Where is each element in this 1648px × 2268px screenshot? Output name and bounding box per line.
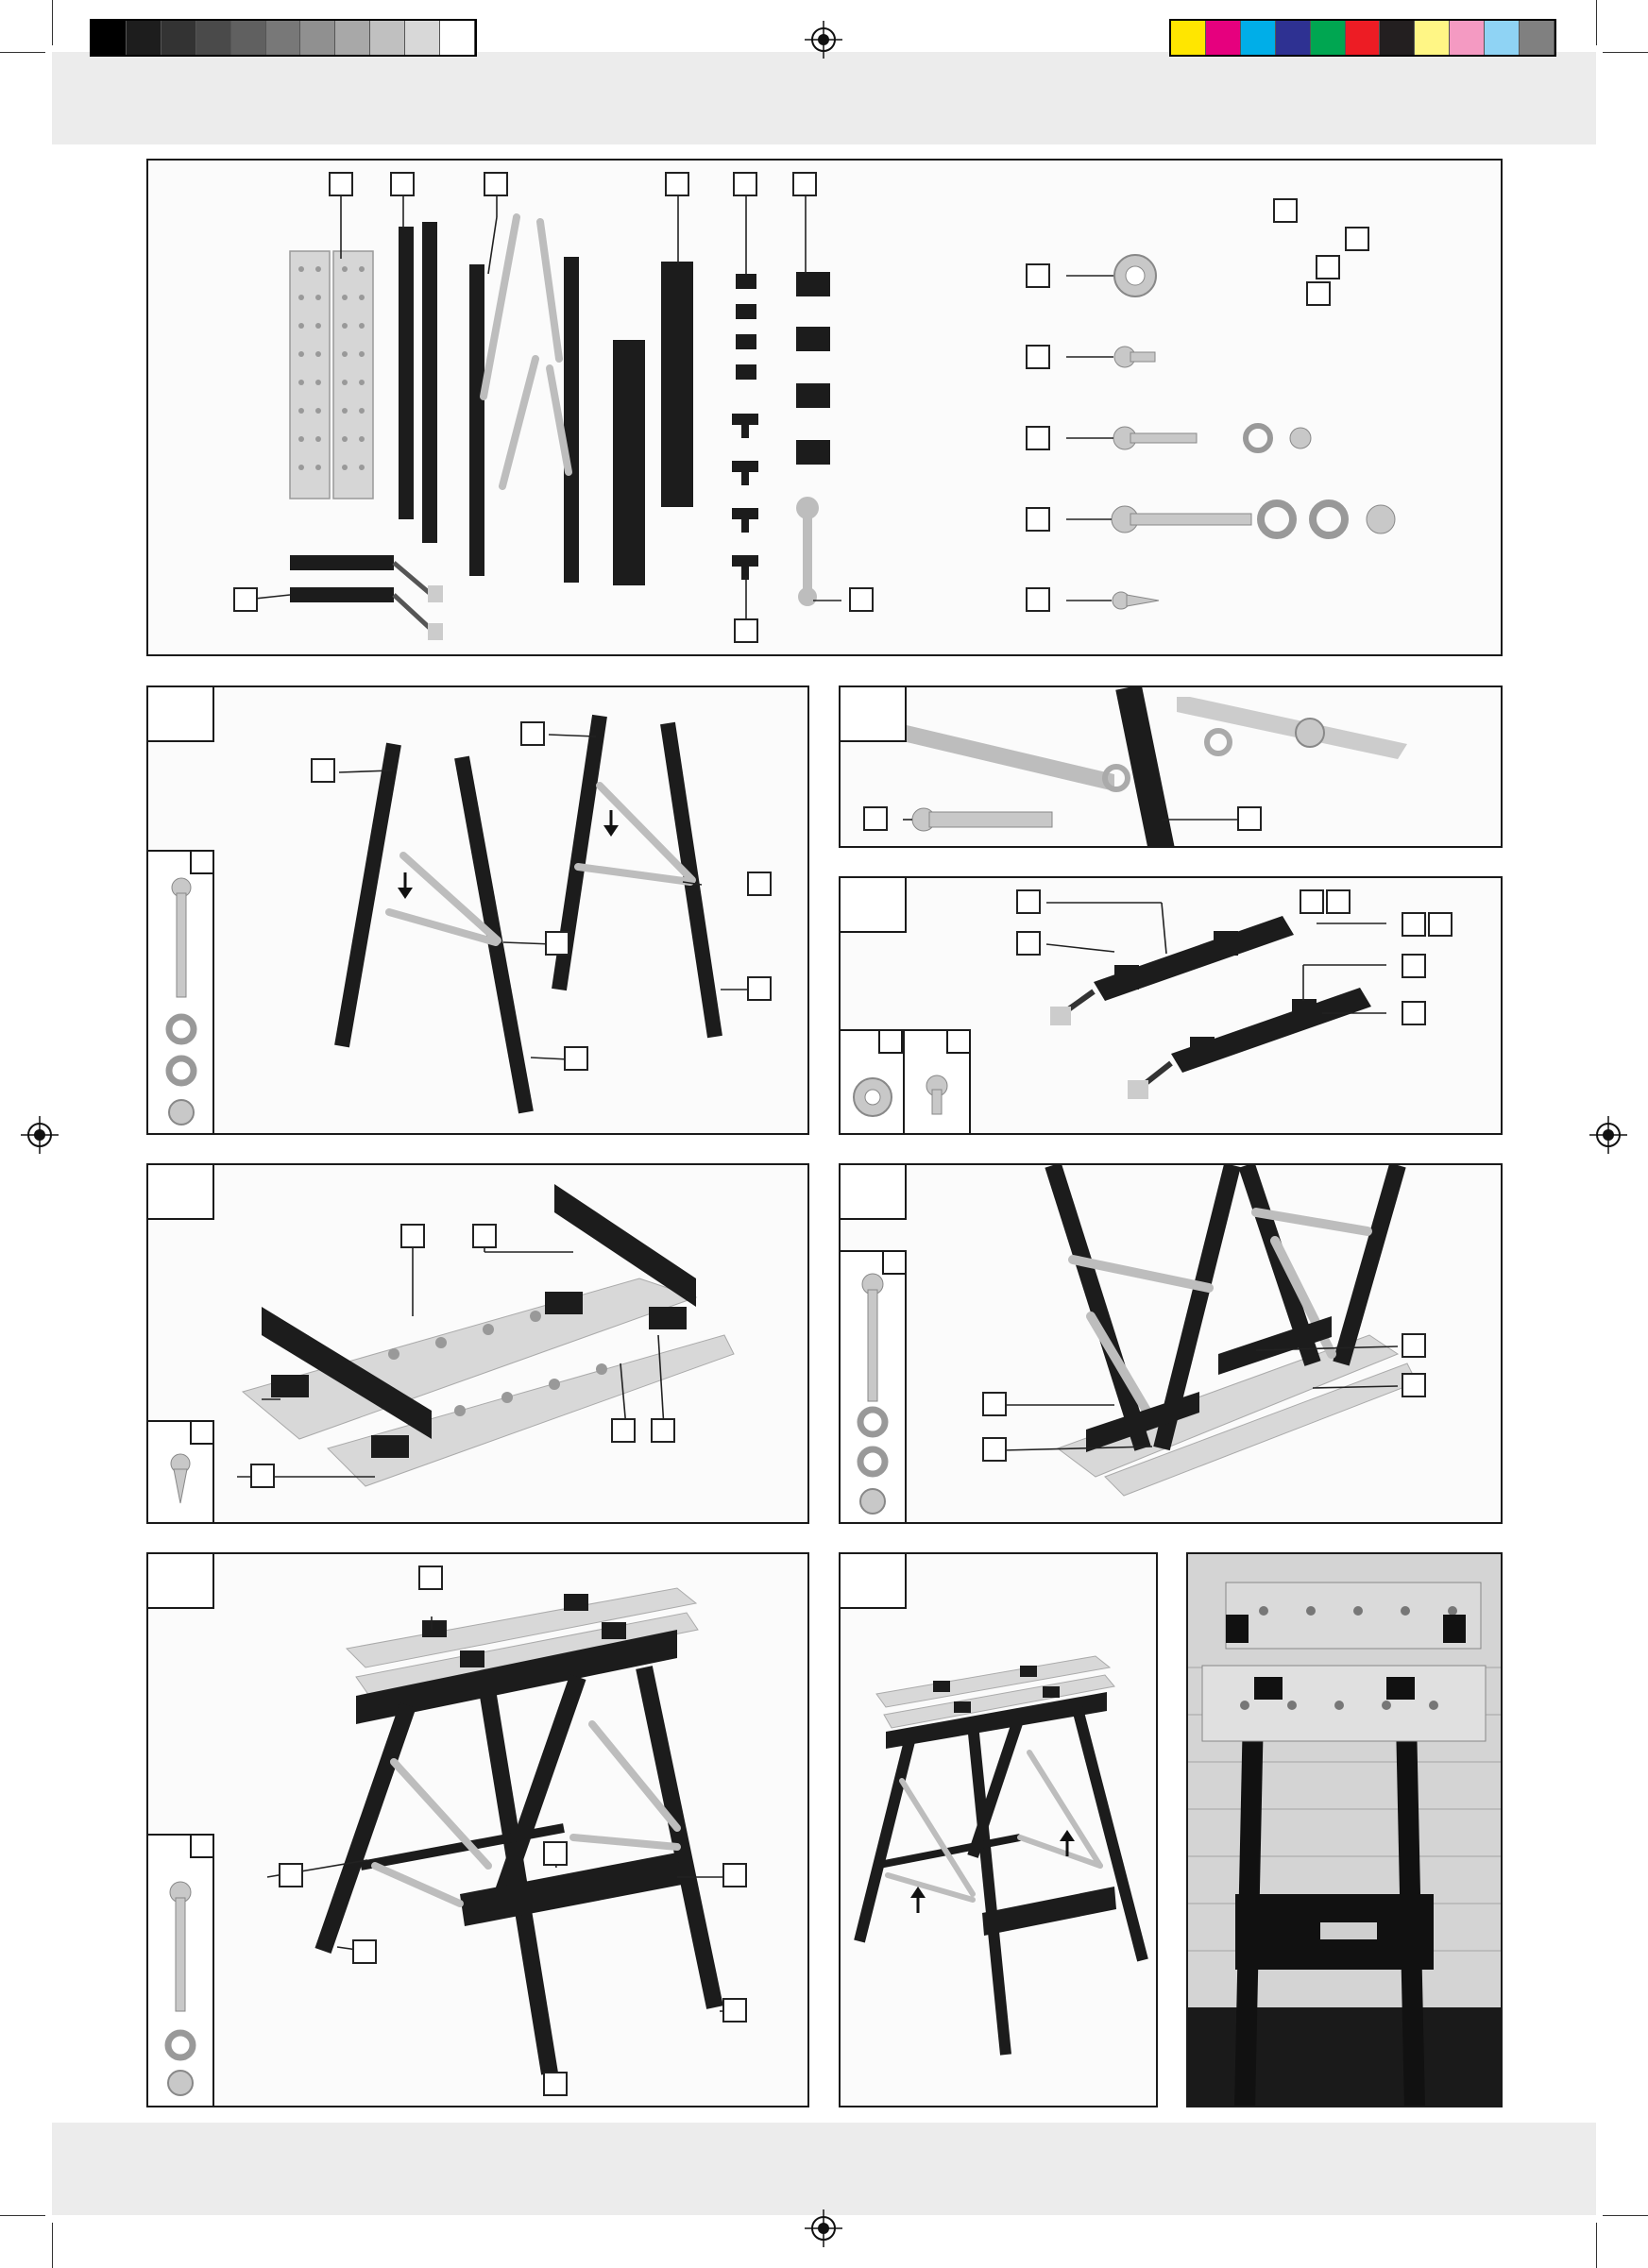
calibration-swatch: [1276, 21, 1311, 55]
callout-box: [611, 1418, 636, 1443]
callout-box: [311, 758, 335, 783]
calibration-swatch: [266, 21, 301, 55]
calibration-swatch: [231, 21, 266, 55]
bolt-short-icon: [1113, 426, 1311, 450]
calibration-swatch: [1241, 21, 1276, 55]
callout-box: [390, 172, 415, 196]
crop-mark: [1596, 0, 1597, 45]
arrow-icon: [398, 872, 413, 899]
calibration-swatch: [161, 21, 196, 55]
callout-box: [1237, 806, 1262, 831]
crop-mark: [0, 52, 45, 53]
calibration-swatch: [1171, 21, 1206, 55]
registration-mark-icon: [21, 1116, 59, 1154]
callout-box: [1026, 507, 1050, 532]
callout-box: [863, 806, 888, 831]
calibration-swatch: [1346, 21, 1381, 55]
callout-box: [1273, 198, 1298, 223]
calibration-swatch: [1415, 21, 1450, 55]
callout-box: [849, 587, 874, 612]
callout-box: [1345, 227, 1369, 251]
callout-box: [733, 172, 757, 196]
step-1-legs-figure: [146, 685, 809, 1135]
callout-box: [792, 172, 817, 196]
callout-box: [329, 172, 353, 196]
callout-box: [1402, 912, 1426, 937]
step-6-assembled-bench-figure: [146, 1552, 809, 2107]
callout-box: [1428, 912, 1453, 937]
calibration-swatch: [1206, 21, 1241, 55]
callout-box: [1402, 954, 1426, 978]
color-calibration-bar: [1169, 19, 1556, 57]
callout-box: [982, 1437, 1007, 1462]
registration-mark-icon: [1589, 1116, 1627, 1154]
hex-nut-icon: [1114, 255, 1156, 296]
calibration-swatch: [1311, 21, 1346, 55]
callout-box: [1026, 345, 1050, 369]
callout-box: [1016, 931, 1041, 956]
callout-box: [520, 721, 545, 746]
crop-mark: [1603, 2215, 1648, 2216]
step-3-clamp-bars-figure: [839, 876, 1503, 1135]
crop-mark: [52, 0, 53, 45]
callout-box: [352, 1939, 377, 1964]
callout-box: [651, 1418, 675, 1443]
calibration-swatch: [405, 21, 440, 55]
callout-box: [1300, 889, 1324, 914]
step-4-tabletop-figure: [146, 1163, 809, 1524]
callout-box: [1402, 1333, 1426, 1358]
callout-box: [545, 931, 569, 956]
step-8-folded-photo: [1186, 1552, 1503, 2107]
grayscale-calibration-bar: [90, 19, 477, 57]
calibration-swatch: [92, 21, 127, 55]
callout-box: [722, 1998, 747, 2023]
wrench-icon: [796, 497, 819, 606]
arrow-icon: [603, 810, 619, 837]
calibration-swatch: [1520, 21, 1555, 55]
callout-box: [543, 2072, 568, 2096]
calibration-swatch: [440, 21, 475, 55]
arrow-icon: [910, 1887, 926, 1913]
calibration-swatch: [335, 21, 370, 55]
callout-box: [1326, 889, 1351, 914]
callout-box: [734, 618, 758, 643]
step-5-frame-mount-figure: [839, 1163, 1503, 1524]
registration-mark-icon: [805, 21, 842, 59]
bottom-band: [52, 2123, 1596, 2215]
callout-box: [1026, 426, 1050, 450]
crop-mark: [52, 2223, 53, 2268]
callout-box: [1402, 1373, 1426, 1397]
callout-box: [418, 1566, 443, 1590]
callout-box: [1316, 255, 1340, 279]
callout-box: [543, 1841, 568, 1866]
callout-box: [982, 1392, 1007, 1416]
step-7-folding-figure: [839, 1552, 1158, 2107]
calibration-swatch: [196, 21, 231, 55]
callout-box: [472, 1224, 497, 1248]
calibration-swatch: [127, 21, 161, 55]
parts-overview-figure: [146, 159, 1503, 656]
callout-box: [665, 172, 689, 196]
callout-box: [747, 976, 772, 1001]
callout-box: [233, 587, 258, 612]
crop-mark: [1596, 2223, 1597, 2268]
callout-box: [564, 1046, 588, 1071]
calibration-swatch: [1485, 21, 1520, 55]
calibration-swatch: [370, 21, 405, 55]
calibration-swatch: [300, 21, 335, 55]
callout-box: [279, 1863, 303, 1887]
calibration-swatch: [1380, 21, 1415, 55]
top-band: [52, 52, 1596, 144]
callout-box: [1402, 1001, 1426, 1025]
callout-box: [1306, 281, 1331, 306]
crop-mark: [1603, 52, 1648, 53]
tabletop-board-icon: [290, 251, 373, 499]
callout-box: [1026, 587, 1050, 612]
callout-box: [250, 1464, 275, 1488]
screw-icon: [1114, 347, 1155, 367]
wood-screw-icon: [1113, 592, 1159, 609]
callout-box: [1026, 263, 1050, 288]
callout-box: [400, 1224, 425, 1248]
crop-mark: [0, 2215, 45, 2216]
callout-box: [1016, 889, 1041, 914]
callout-box: [747, 872, 772, 896]
callout-box: [484, 172, 508, 196]
bolt-long-icon: [1112, 503, 1395, 535]
calibration-swatch: [1450, 21, 1485, 55]
callout-box: [722, 1863, 747, 1887]
registration-mark-icon: [805, 2209, 842, 2247]
step-2-brace-detail-figure: [839, 685, 1503, 848]
